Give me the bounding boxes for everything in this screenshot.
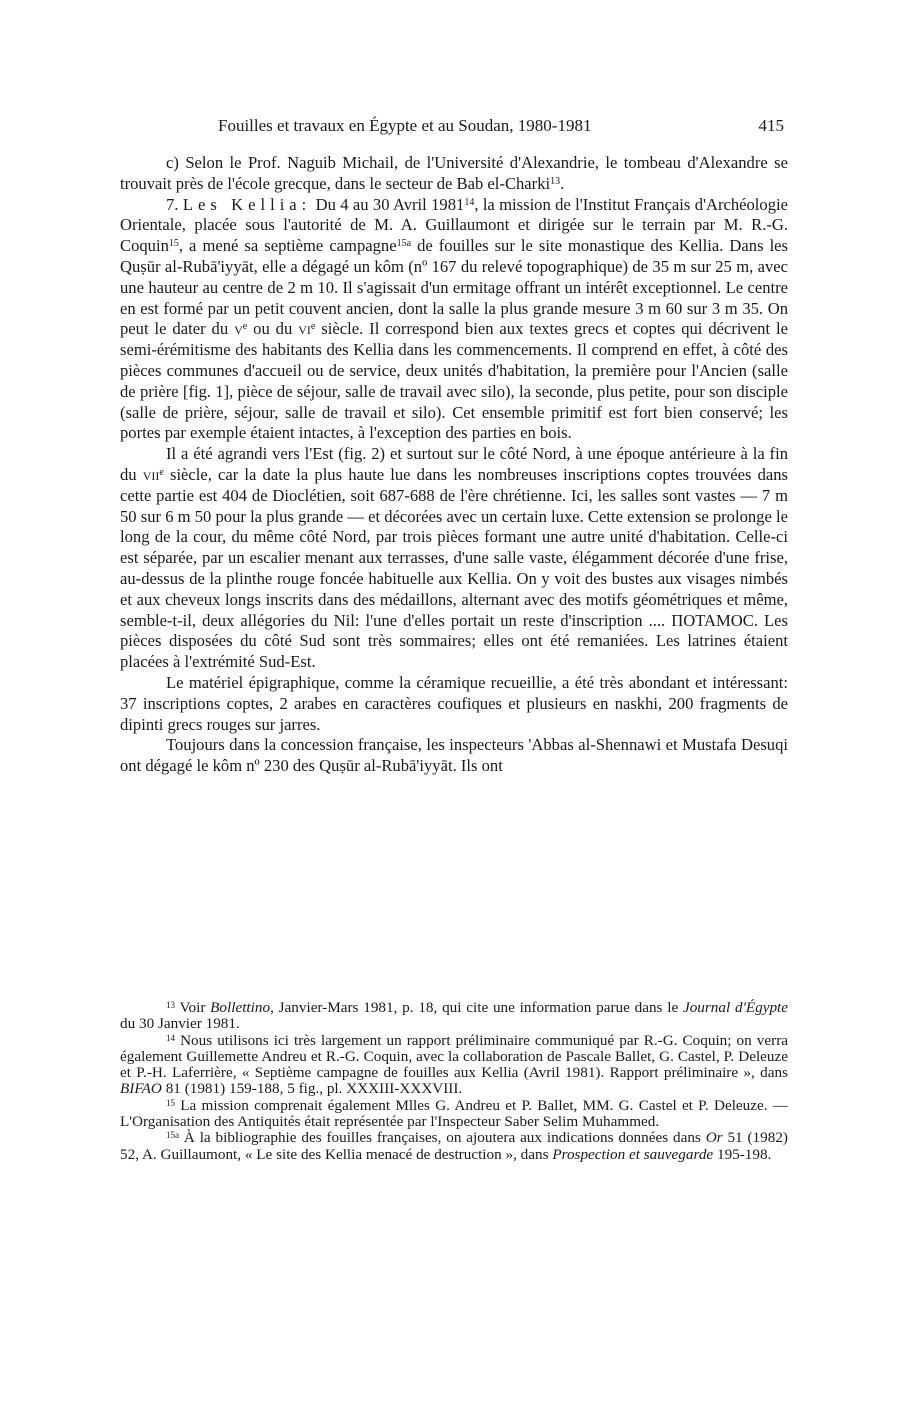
paragraph-extension: Il a été agrandi vers l'Est (fig. 2) et surtout sur le côté Nord, à une époque antérieure à la fin du vii$^e$ siècle, car la date la plus haute lue dans les nombreuses inscriptions coptes trouvées dans cette partie est 404 de Dioclétien, soit 687-688 de l'ère chrétienne. Ici, les salles sont vastes — 7 m 50 sur 6 m 50 pour la plus grande — et décorées avec un certain luxe. Cette extension se prolonge le long de la cour, du même côté Nord, par trois pièces formant une autre unité d'habitation. Celle-ci est séparée, par un escalier menant aux terrasses, d'une salle vaste, élégamment décorée d'une frise, au-dessus de la plinthe rouge foncée habituelle aux Kellia. On y voit des bustes aux visages nimbés et aux cheveux longs inscrits dans des médaillons, alternant avec des motifs géométriques et même, semble-t-il, deux allégories du Nil: l'une d'elles portait un reste d'inscription .... ΠΟΤΑΜΟC. Les pièces disposées du côté Sud sont très sommaires; elles ont été remaniées. Les latrines étaient placées à l'extrémité Sud-Est.: [120, 444, 789, 672]
footnote-ref-14: 14: [464, 196, 475, 208]
footnote-15: $^{15}$ La mission comprenait également Mlles G. Andreu et P. Ballet, MM. G. Castel et P. Deleuze. — L'Organisation des Antiquités était représentée par l'Inspecteur Saber Selim Muhammed.: [120, 1096, 788, 1131]
footnote-14: $^{14}$ Nous utilisons ici très largement un rapport préliminaire communiqué par R.-G. Coquin; on verra également Guillemette Andreu et R.-G. Coquin, avec la collaboration de Pascale Ballet, G. Castel, P. Deleuze et P.-H. Laferrière, « Septième campagne de fouilles aux Kellia (Avril 1981). Rapport préliminaire », dans BIFAO 81 (1981) 159-188, 5 fig., pl. XXXIII-XXXVIII.: [120, 1031, 788, 1098]
section-heading: Les Kellia:: [182, 194, 312, 214]
footnote-13: $^{13}$ Voir Bollettino, Janvier-Mars 1981, p. 18, qui cite une information parue dans le Journal d'Égypte du 30 Janvier 1981.: [120, 999, 788, 1033]
footnote-ref-15: 15: [168, 238, 179, 250]
running-title: Fouilles et travaux en Égypte et au Soudan, 1980-1981: [218, 116, 592, 135]
footnote-15a: $^{15a}$ À la bibliographie des fouilles françaises, on ajoutera aux indications données dans Or 51 (1982) 52, A. Guillaumont, « Le site des Kellia menacé de destruction », dans Prospection et sauvegarde 195-198.: [120, 1129, 788, 1163]
paragraph-kellia: 7. Les Kellia: Du 4 au 30 Avril 1981$^{14}$, la mission de l'Institut Français d'Archéologie Orientale, placée sous l'autorité de M. A. Guillaumont et dirigée sur le terrain par M. R.-G. Coquin$^{15}$, a mené sa septième campagne$^{15a}$ de fouilles sur le site monastique des Kellia. Dans les Quṣūr al-Rubā'iyyāt, elle a dégagé un kôm (nº 167 du relevé topographique) de 35 m sur 25 m, avec une hauteur au centre de 2 m 10. Il s'agissait d'un ermitage offrant un intérêt exceptionnel. Le centre en est formé par un petit couvent ancien, dont la salle la plus grande mesure 3 m 60 sur 3 m 35. On peut le dater du $v^e$ ou du $vi^e$ siècle. Il correspond bien aux textes grecs et coptes qui décrivent le semi-érémitisme des habitants des Kellia dans les commencements. Il comprend en effet, à côté des pièces communes d'accueil ou de service, deux unités d'habitation, la première pour l'Ancien (salle de prière [fig. 1], pièce de séjour, salle de travail avec silo), la seconde, plus petite, pour son disciple (salle de prière, séjour, salle de travail et silo). Cet ensemble primitif est fort bien conservé; les portes par exemple étaient intactes, à l'exception des parties en bois.: [120, 194, 788, 443]
section-number: 7.: [166, 194, 179, 214]
page-number: 415: [758, 116, 784, 135]
paragraph-concession: Toujours dans la concession française, les inspecteurs 'Abbas al-Shennawi et Mustafa Desuqi ont dégagé le kôm nº 230 des Quṣūr al-Rubā'iyyāt. Ils ont: [120, 735, 788, 776]
footnote-ref-13: 13: [550, 175, 561, 187]
footnote-ref-15a: 15a: [396, 238, 412, 250]
footnotes: [120, 1000, 788, 1163]
body-text: [120, 153, 788, 777]
paragraph-alexandria: c) Selon le Prof. Naguib Michail, de l'Université d'Alexandrie, le tombeau d'Alexandre se trouvait près de l'école grecque, dans le secteur de Bab el-Charki$^{13}$.: [120, 153, 788, 193]
paragraph-epigraphic: Le matériel épigraphique, comme la céramique recueillie, a été très abondant et intéressant: 37 inscriptions coptes, 2 arabes en caractères coufiques et plusieurs en naskhi, 200 fragments de dipinti grecs rouges sur jarres.: [120, 672, 788, 734]
